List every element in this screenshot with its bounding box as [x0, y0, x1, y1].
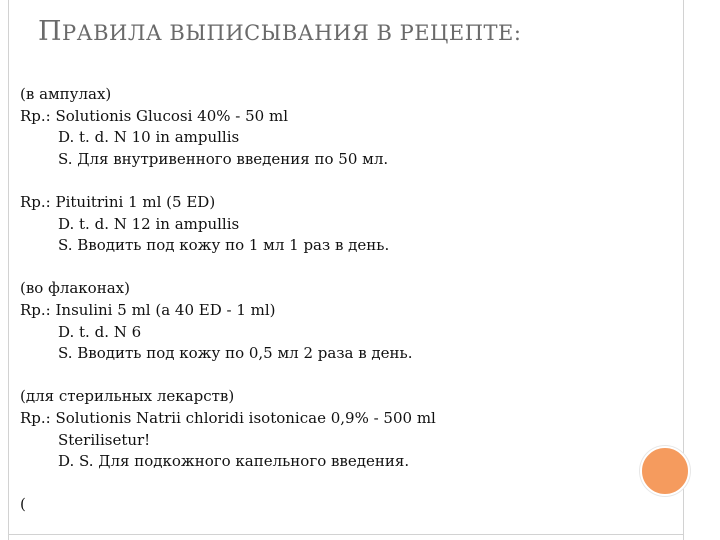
- slide-frame-left: [8, 0, 9, 540]
- block-spacer: [20, 257, 660, 279]
- block3-rp: Rp.: Insulini 5 ml (a 40 ED - 1 ml): [20, 300, 276, 319]
- block-spacer: [20, 170, 660, 192]
- block2-rp: Rp.: Pituitrini 1 ml (5 ED): [20, 192, 216, 211]
- trailing-paren: (: [20, 495, 26, 514]
- accent-circle: [640, 446, 690, 496]
- title-first-letter: П: [38, 16, 63, 47]
- block3-note: (во флаконах): [20, 279, 130, 298]
- block4-sig: D. S. Для подкожного капельного введения.: [58, 452, 410, 471]
- block2-dtd: D. t. d. N 12 in ampullis: [58, 214, 240, 233]
- block-spacer: [20, 473, 660, 495]
- slide-title: [38, 16, 521, 47]
- block1-dtd: D. t. d. N 10 in ampullis: [58, 128, 240, 147]
- block4-steril: Sterilisetur!: [58, 430, 151, 449]
- block-spacer: [20, 365, 660, 387]
- block1-note: (в ампулах): [20, 85, 112, 103]
- block4-rp: Rp.: Solutionis Natrii chloridi isotonicae 0,9% - 500 ml: [20, 408, 436, 427]
- block3-sig: S. Вводить под кожу по 0,5 мл 2 раза в день.: [58, 344, 413, 363]
- block2-sig: S. Вводить под кожу по 1 мл 1 раз в день.: [58, 236, 390, 255]
- slide-frame-bottom: [8, 534, 684, 535]
- block1-rp: Rp.: Solutionis Glucosi 40% - 50 ml: [20, 106, 288, 125]
- block4-note: (для стерильных лекарств): [20, 387, 235, 406]
- title-rest: РАВИЛА ВЫПИСЫВАНИЯ В РЕЦЕПТЕ:: [62, 21, 522, 45]
- block1-sig: S. Для внутривенного введения по 50 мл.: [58, 149, 389, 168]
- block3-dtd: D. t. d. N 6: [58, 322, 142, 341]
- prescription-text: [20, 84, 660, 516]
